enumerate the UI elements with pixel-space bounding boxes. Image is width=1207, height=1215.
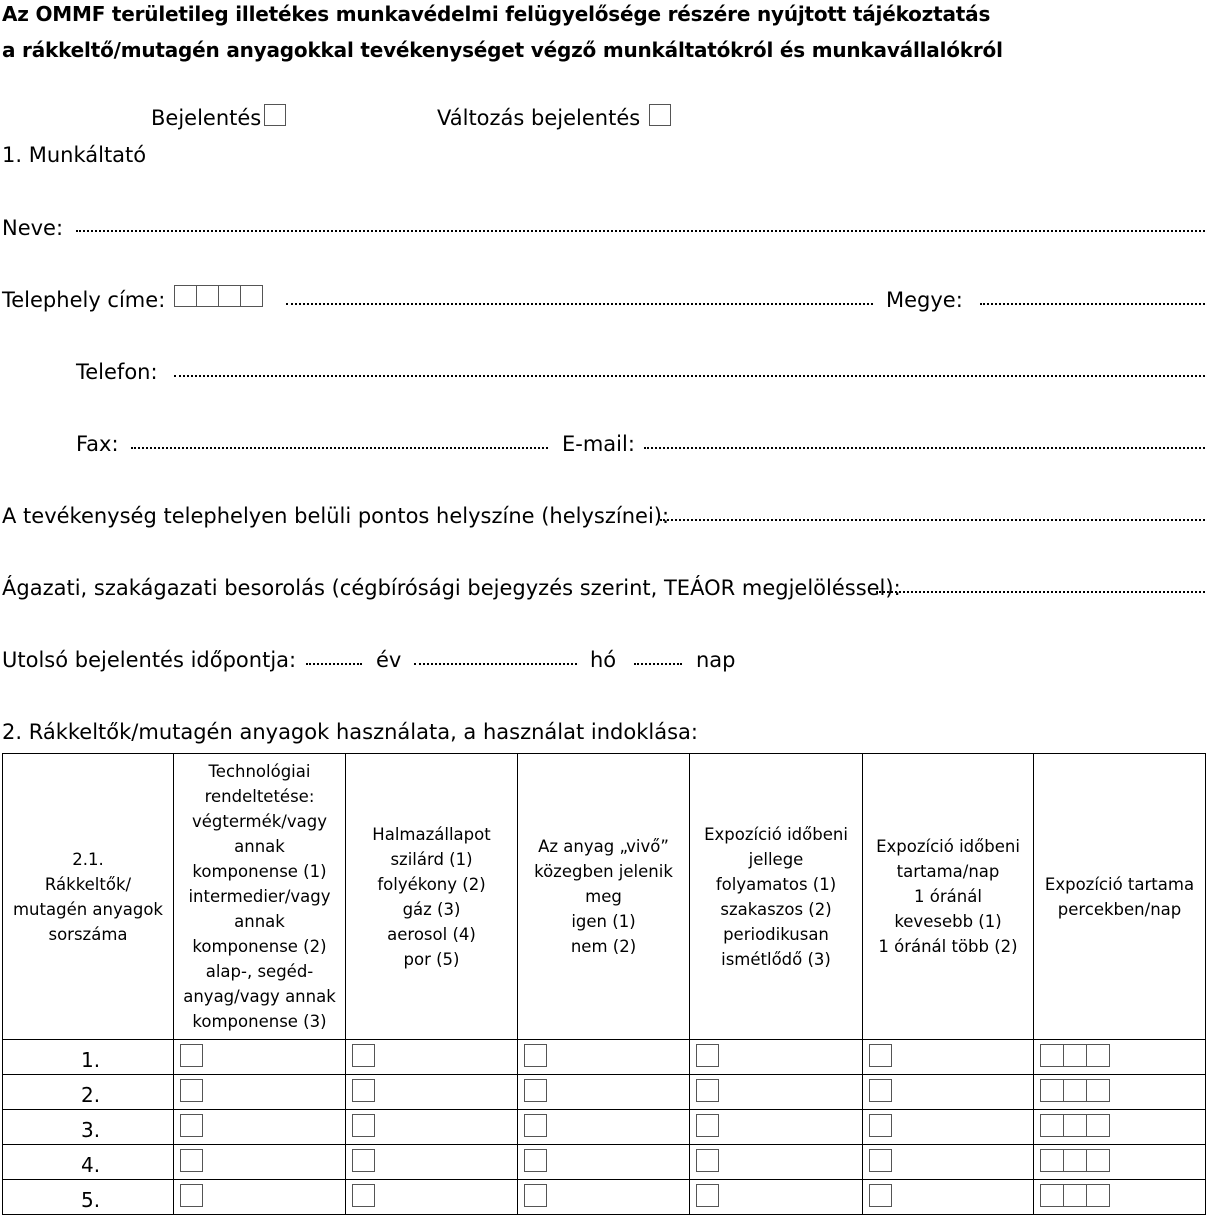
code-cell xyxy=(518,1180,690,1215)
table-row xyxy=(3,1180,1206,1215)
row-number: 4. xyxy=(81,1153,101,1177)
neve-label: Neve: xyxy=(2,216,64,240)
minutes-cell xyxy=(1034,1180,1206,1215)
col-header-halmazallapot: Halmazállapot szilárd (1) folyékony (2) gáz (3) aerosol (4) por (5) xyxy=(346,754,518,1040)
row-number-cell xyxy=(3,1110,174,1145)
email-label: E-mail: xyxy=(562,432,635,456)
code-box[interactable] xyxy=(524,1114,547,1137)
code-cell xyxy=(346,1075,518,1110)
code-box[interactable] xyxy=(524,1044,547,1067)
col-header-rendeltetes: Technológiai rendeltetése: végtermék/vagy annak komponense (1) intermedier/vagy annak komponense (2) alap-, segéd- anyag/vagy annak komponense (3) xyxy=(174,754,346,1040)
row-number: 5. xyxy=(81,1188,101,1212)
row-number: 2. xyxy=(81,1083,101,1107)
iranyitoszam-boxes[interactable] xyxy=(174,285,262,307)
minutes-boxes[interactable] xyxy=(1040,1114,1109,1137)
code-box[interactable] xyxy=(352,1114,375,1137)
fax-field[interactable] xyxy=(131,447,548,449)
telefon-label: Telefon: xyxy=(76,360,158,384)
code-cell xyxy=(863,1145,1034,1180)
ev-field[interactable] xyxy=(306,663,362,665)
code-box[interactable] xyxy=(696,1149,719,1172)
col-header-vivo-kozeg: Az anyag „vivő” közegben jelenik meg igen (1) nem (2) xyxy=(518,754,690,1040)
iranyitoszam-digit[interactable] xyxy=(218,285,241,307)
bejelentes-checkbox[interactable] xyxy=(264,104,286,126)
nap-field[interactable] xyxy=(634,663,682,665)
code-cell xyxy=(863,1110,1034,1145)
megye-field[interactable] xyxy=(980,303,1205,305)
minutes-digit-box[interactable] xyxy=(1086,1149,1110,1172)
minutes-cell xyxy=(1034,1110,1206,1145)
code-box[interactable] xyxy=(352,1079,375,1102)
code-box[interactable] xyxy=(352,1044,375,1067)
minutes-digit-box[interactable] xyxy=(1063,1079,1087,1102)
code-box[interactable] xyxy=(524,1149,547,1172)
section1-heading: 1. Munkáltató xyxy=(2,143,147,167)
email-field[interactable] xyxy=(644,447,1205,449)
code-cell xyxy=(174,1040,346,1075)
code-box[interactable] xyxy=(696,1044,719,1067)
minutes-digit-box[interactable] xyxy=(1040,1149,1064,1172)
row-number-cell xyxy=(3,1180,174,1215)
code-cell xyxy=(690,1180,863,1215)
code-cell xyxy=(690,1040,863,1075)
form-title-line2: a rákkeltő/mutagén anyagokkal tevékenységet végző munkáltatókról és munkavállalókról xyxy=(2,38,1003,62)
valtozas-checkbox[interactable] xyxy=(649,104,671,126)
table-header-row xyxy=(3,754,1206,1040)
code-cell xyxy=(174,1075,346,1110)
code-cell xyxy=(518,1075,690,1110)
minutes-digit-box[interactable] xyxy=(1063,1149,1087,1172)
code-box[interactable] xyxy=(180,1114,203,1137)
code-cell xyxy=(346,1040,518,1075)
ev-label: év xyxy=(376,648,402,672)
minutes-digit-box[interactable] xyxy=(1086,1184,1110,1207)
code-cell xyxy=(346,1145,518,1180)
utolso-bejelentes-label: Utolsó bejelentés időpontja: xyxy=(2,648,297,672)
code-box[interactable] xyxy=(180,1079,203,1102)
code-cell xyxy=(690,1145,863,1180)
code-cell xyxy=(690,1075,863,1110)
code-box[interactable] xyxy=(869,1079,892,1102)
iranyitoszam-digit[interactable] xyxy=(196,285,219,307)
row-number-cell xyxy=(3,1040,174,1075)
code-cell xyxy=(174,1110,346,1145)
code-cell xyxy=(346,1110,518,1145)
minutes-cell xyxy=(1034,1075,1206,1110)
minutes-boxes[interactable] xyxy=(1040,1044,1109,1067)
minutes-digit-box[interactable] xyxy=(1040,1184,1064,1207)
col-header-expozicio-tartama-nap: Expozíció időbeni tartama/nap 1 óránál kevesebb (1) 1 óránál több (2) xyxy=(863,754,1034,1040)
code-box[interactable] xyxy=(524,1079,547,1102)
ho-field[interactable] xyxy=(414,663,577,665)
form-title-line1: Az OMMF területileg illetékes munkavédelmi felügyelősége részére nyújtott tájékoztatás xyxy=(2,2,991,26)
minutes-digit-box[interactable] xyxy=(1063,1184,1087,1207)
row-number: 1. xyxy=(81,1048,101,1072)
code-box[interactable] xyxy=(869,1044,892,1067)
minutes-boxes[interactable] xyxy=(1040,1149,1109,1172)
minutes-digit-box[interactable] xyxy=(1086,1114,1110,1137)
code-box[interactable] xyxy=(352,1184,375,1207)
code-box[interactable] xyxy=(869,1149,892,1172)
code-cell xyxy=(518,1145,690,1180)
code-cell xyxy=(863,1040,1034,1075)
code-box[interactable] xyxy=(869,1184,892,1207)
code-box[interactable] xyxy=(524,1184,547,1207)
code-box[interactable] xyxy=(180,1184,203,1207)
helyszin-label: A tevékenység telephelyen belüli pontos helyszíne (helyszínei): xyxy=(2,504,670,528)
megye-label: Megye: xyxy=(886,288,963,312)
code-box[interactable] xyxy=(180,1149,203,1172)
ho-label: hó xyxy=(590,648,617,672)
agazati-field[interactable] xyxy=(876,591,1205,593)
table-row xyxy=(3,1145,1206,1180)
helyszin-field[interactable] xyxy=(660,519,1205,521)
minutes-digit-box[interactable] xyxy=(1040,1114,1064,1137)
code-box[interactable] xyxy=(869,1114,892,1137)
nap-label: nap xyxy=(696,648,736,672)
col-header-sorszam: 2.1. Rákkeltők/ mutagén anyagok sorszáma xyxy=(3,754,174,1040)
substances-table xyxy=(2,753,1206,1215)
minutes-cell xyxy=(1034,1145,1206,1180)
minutes-digit-box[interactable] xyxy=(1040,1044,1064,1067)
code-cell xyxy=(346,1180,518,1215)
minutes-digit-box[interactable] xyxy=(1063,1114,1087,1137)
code-box[interactable] xyxy=(696,1079,719,1102)
minutes-boxes[interactable] xyxy=(1040,1079,1109,1102)
code-cell xyxy=(174,1180,346,1215)
col-header-expozicio-jellege: Expozíció időbeni jellege folyamatos (1) szakaszos (2) periodikusan ismétlődő (3) xyxy=(690,754,863,1040)
iranyitoszam-digit[interactable] xyxy=(240,285,263,307)
section2-heading: 2. Rákkeltők/mutagén anyagok használata, a használat indoklása: xyxy=(2,720,698,744)
code-cell xyxy=(174,1145,346,1180)
valtozas-label: Változás bejelentés xyxy=(437,106,641,130)
code-box[interactable] xyxy=(352,1149,375,1172)
row-number-cell xyxy=(3,1145,174,1180)
table-row xyxy=(3,1040,1206,1075)
code-cell xyxy=(518,1110,690,1145)
table-row xyxy=(3,1110,1206,1145)
agazati-label: Ágazati, szakágazati besorolás (cégbírósági bejegyzés szerint, TEÁOR megjelöléssel): xyxy=(2,576,901,600)
minutes-digit-box[interactable] xyxy=(1040,1079,1064,1102)
row-number-cell xyxy=(3,1075,174,1110)
code-cell xyxy=(690,1110,863,1145)
minutes-boxes[interactable] xyxy=(1040,1184,1109,1207)
code-box[interactable] xyxy=(696,1184,719,1207)
minutes-digit-box[interactable] xyxy=(1086,1044,1110,1067)
minutes-digit-box[interactable] xyxy=(1063,1044,1087,1067)
telephely-label: Telephely címe: xyxy=(2,288,166,312)
code-box[interactable] xyxy=(696,1114,719,1137)
row-number: 3. xyxy=(81,1118,101,1142)
minutes-digit-box[interactable] xyxy=(1086,1079,1110,1102)
telephely-field[interactable] xyxy=(286,303,873,305)
fax-label: Fax: xyxy=(76,432,119,456)
neve-field[interactable] xyxy=(76,230,1205,232)
code-box[interactable] xyxy=(180,1044,203,1067)
telefon-field[interactable] xyxy=(174,375,1205,377)
bejelentes-label: Bejelentés xyxy=(151,106,262,130)
minutes-cell xyxy=(1034,1040,1206,1075)
code-cell xyxy=(863,1075,1034,1110)
code-cell xyxy=(518,1040,690,1075)
code-cell xyxy=(863,1180,1034,1215)
col-header-expozicio-percek: Expozíció tartama percekben/nap xyxy=(1034,754,1206,1040)
table-row xyxy=(3,1075,1206,1110)
iranyitoszam-digit[interactable] xyxy=(174,285,197,307)
